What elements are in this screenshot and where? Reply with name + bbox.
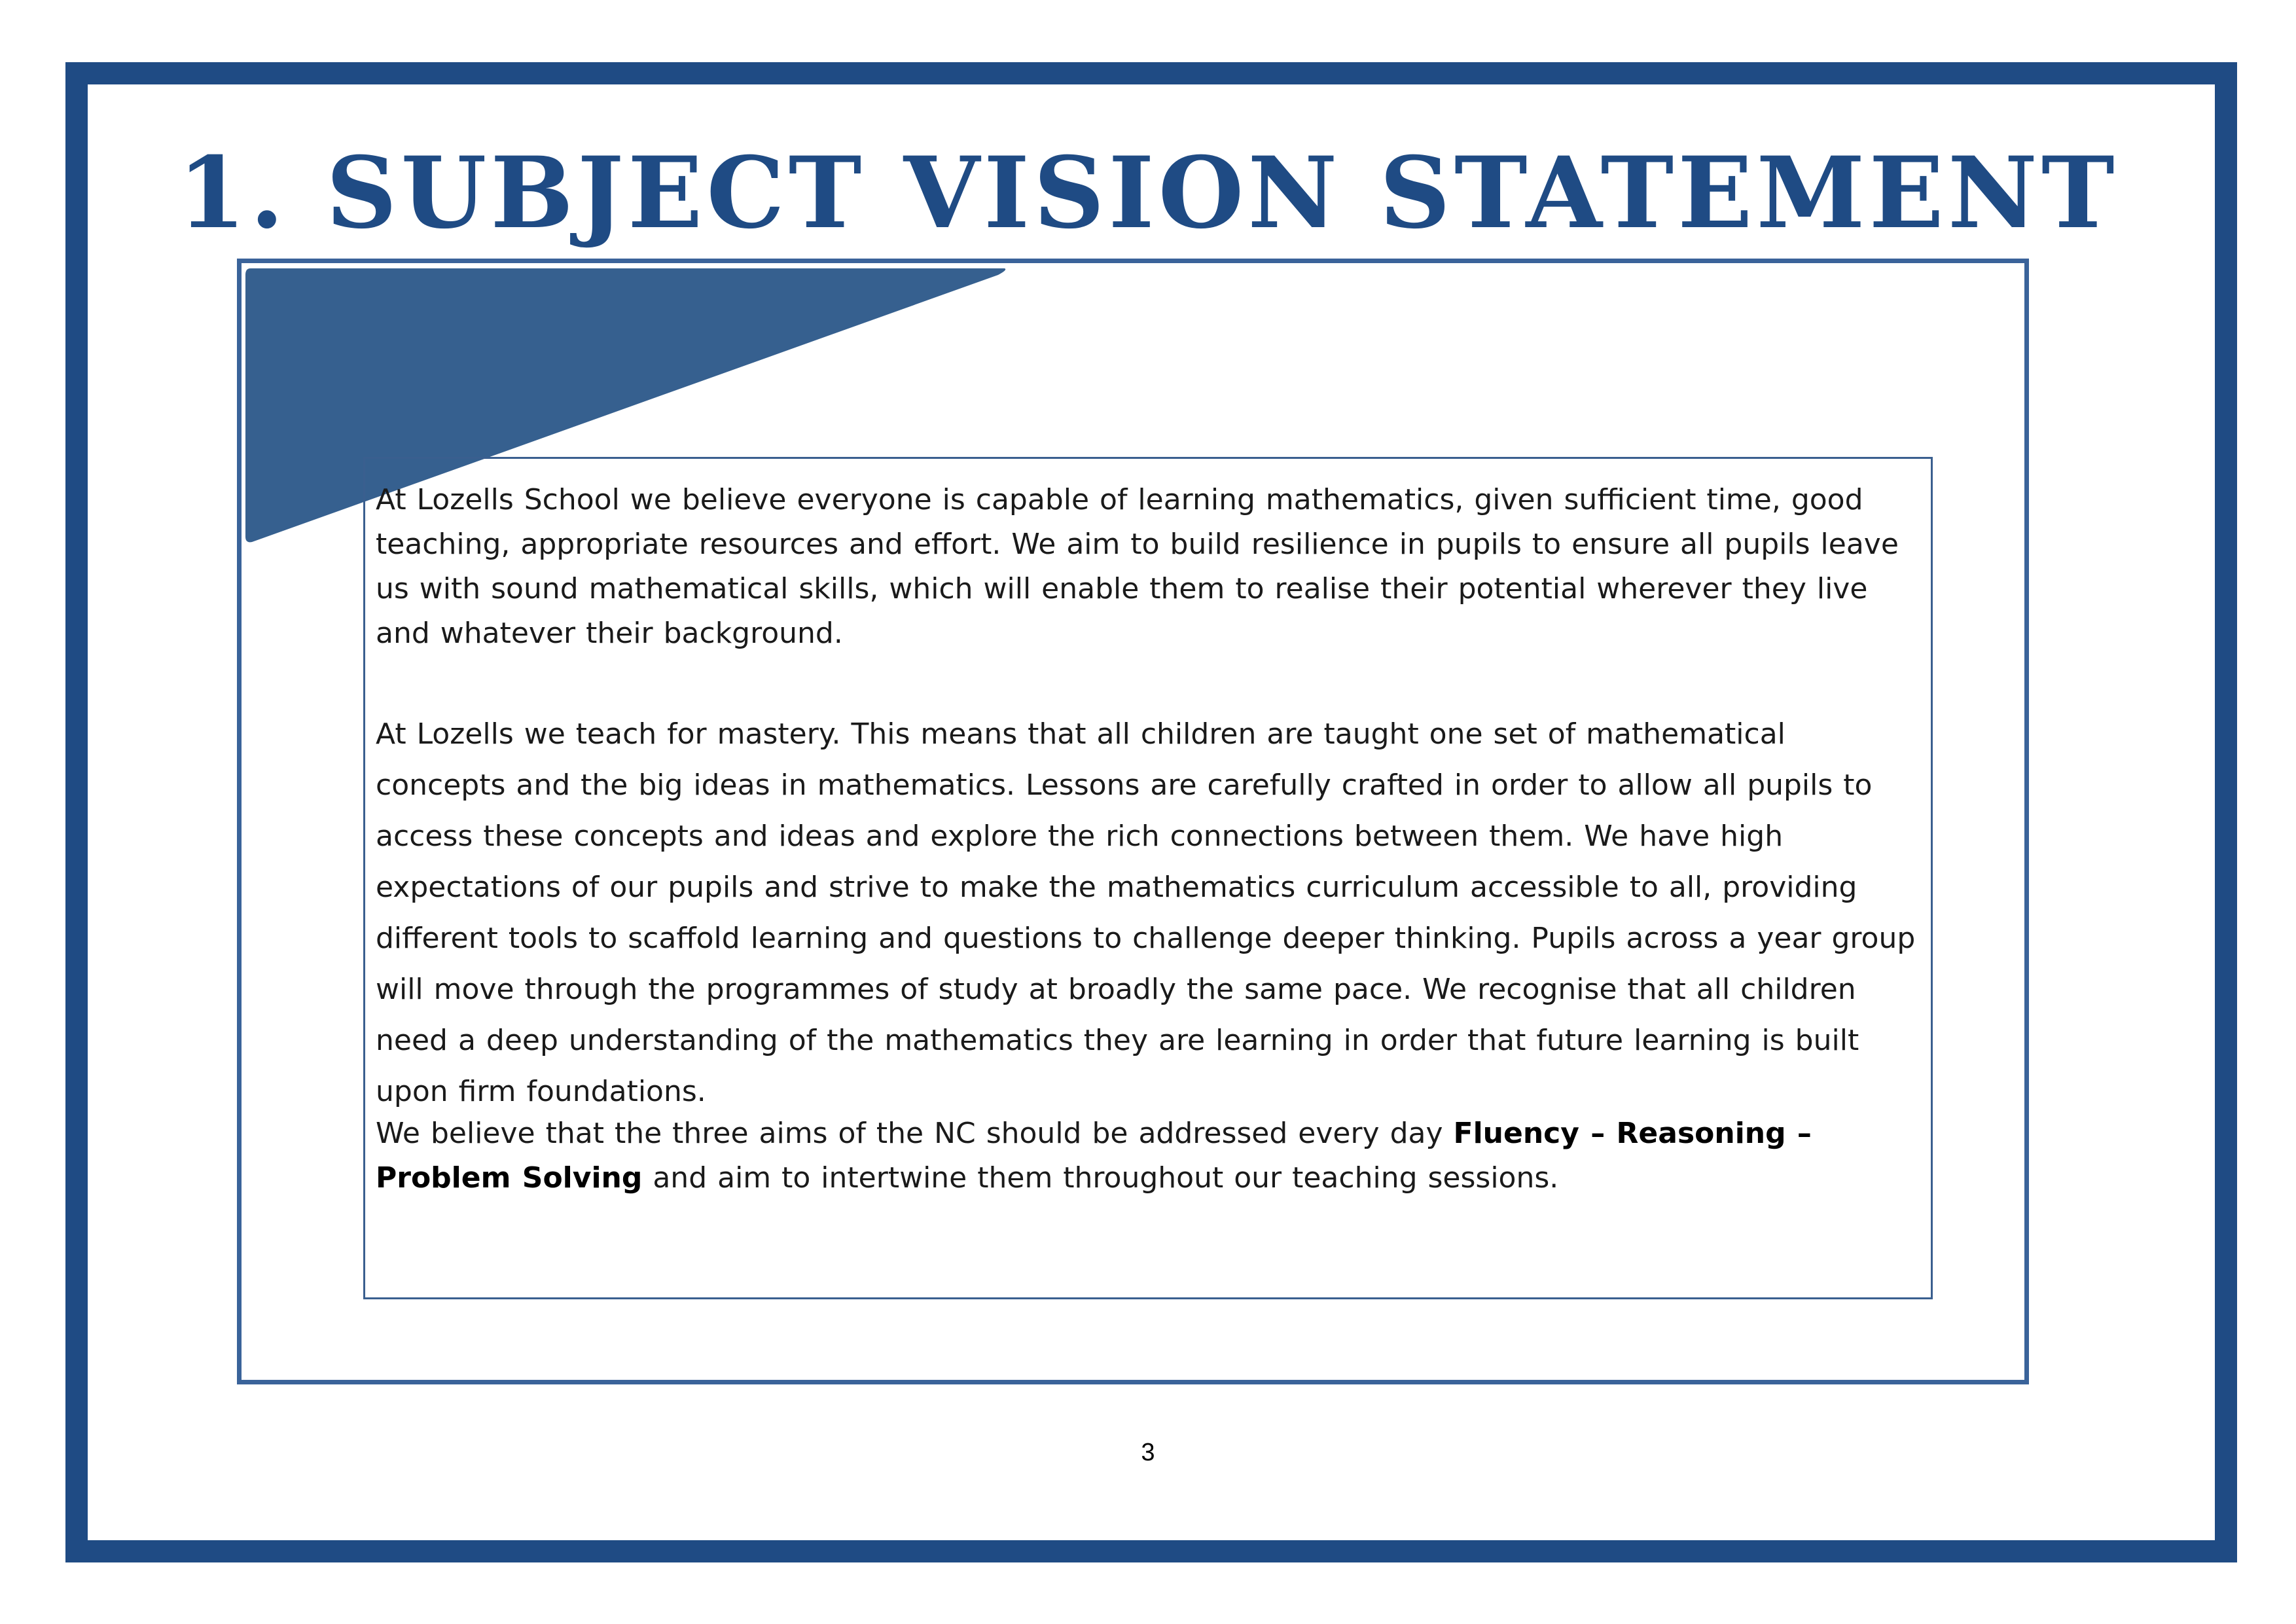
vision-paragraph-3 — [376, 1111, 1920, 1200]
paragraph-3-tail: and aim to intertwine them throughout our teaching sessions. — [642, 1161, 1559, 1195]
paragraph-3-lead: We believe that the three aims of the NC should be addressed every day — [376, 1117, 1454, 1150]
page-title: 1. SUBJECT VISION STATEMENT — [177, 135, 2119, 251]
page-number: 3 — [1141, 1439, 1155, 1466]
vision-paragraph-2: At Lozells we teach for mastery. This means that all children are taught one set of mathematical concepts and the big ideas in mathematics. Lessons are carefully crafted in order to allow all pupils to access these concepts and ideas and explore the rich connections between them. We have high expectations of our pupils and strive to make the mathematics curriculum accessible to all, providing different tools to scaffold learning and questions to challenge deeper thinking. Pupils across a year group will move through the programmes of study at broadly the same pace. We recognise that all children need a deep understanding of the mathematics they are learning in order that future learning is built upon firm foundations. — [376, 717, 1916, 1108]
vision-paragraph-1: At Lozells School we believe everyone is capable of learning mathematics, given sufficient time, good teaching, appropriate resources and effort. We aim to build resilience in pupils to ensure all pupils leave us with sound mathematical skills, which will enable them to realise their potential wherever they live and whatever their background. — [376, 483, 1899, 650]
nc-aims-highlight: Fluency – Reasoning – Problem Solving — [376, 1117, 1812, 1195]
